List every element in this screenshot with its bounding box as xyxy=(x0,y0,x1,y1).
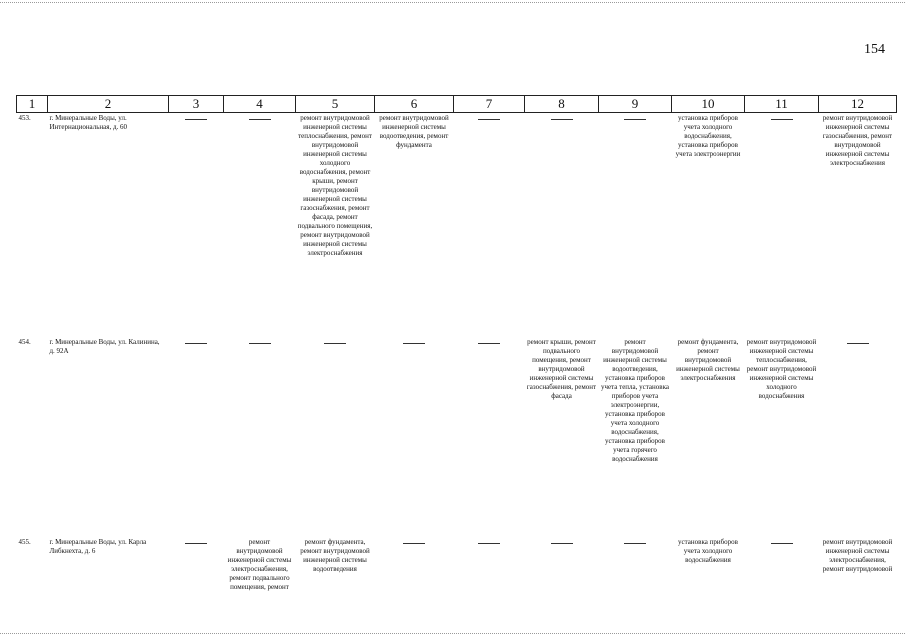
empty-dash xyxy=(771,543,793,544)
cell-col-8: ремонт крыши, ремонт подвального помещения, ремонт внутридомовой инженерной системы газоснабжения, ремонт фасада xyxy=(526,338,597,400)
cell-col-5 xyxy=(296,332,375,532)
header-col-1: 1 xyxy=(17,96,48,113)
cell-col-10: установка приборов учета холодного водоснабжения xyxy=(678,538,738,564)
cell-col-4: ремонт внутридомовой инженерной системы электроснабжения, ремонт подвального помещения, ремонт xyxy=(227,538,292,591)
cell-col-10: ремонт фундамента, ремонт внутридомовой инженерной системы электроснабжения xyxy=(676,338,740,382)
header-col-12: 12 xyxy=(819,96,897,113)
cell-col-3 xyxy=(169,332,224,532)
cell-col-3 xyxy=(169,113,224,333)
scan-artifact-bottom xyxy=(0,633,905,634)
row-address: г. Минеральные Воды, ул. Карла Либкнехта, д. 6 xyxy=(49,538,147,555)
cell-col-12: ремонт внутридомовой инженерной системы газоснабжения, ремонт внутридомовой инженерной системы электроснабжения xyxy=(822,114,893,167)
header-col-9: 9 xyxy=(599,96,672,113)
empty-dash xyxy=(249,119,271,120)
empty-dash xyxy=(847,343,869,344)
row-number: 455. xyxy=(18,538,31,546)
repair-schedule-table xyxy=(16,95,897,628)
empty-dash xyxy=(478,543,500,544)
row-number: 454. xyxy=(18,338,31,346)
header-col-11: 11 xyxy=(745,96,819,113)
page-number: 154 xyxy=(864,42,885,57)
cell-col-10: установка приборов учета холодного водоснабжения, установка приборов учета электроэнергии xyxy=(675,114,741,158)
cell-col-11 xyxy=(745,532,819,628)
empty-dash xyxy=(551,543,573,544)
empty-dash xyxy=(624,543,646,544)
empty-dash xyxy=(249,343,271,344)
cell-col-5: ремонт фундамента, ремонт внутридомовой инженерной системы водоотведения xyxy=(300,538,370,573)
header-col-2: 2 xyxy=(48,96,169,113)
empty-dash xyxy=(403,543,425,544)
cell-col-8 xyxy=(525,113,599,333)
column-number-header xyxy=(17,96,897,113)
cell-col-7 xyxy=(454,532,525,628)
row-number: 453. xyxy=(18,114,31,122)
cell-col-6 xyxy=(375,332,454,532)
cell-col-7 xyxy=(454,332,525,532)
cell-col-6: ремонт внутридомовой инженерной системы водоотведения, ремонт фундамента xyxy=(379,114,449,149)
header-col-3: 3 xyxy=(169,96,224,113)
header-col-8: 8 xyxy=(525,96,599,113)
header-col-5: 5 xyxy=(296,96,375,113)
cell-col-9: ремонт внутридомовой инженерной системы водоотведения, установка приборов учета тепла, установка приборов учета электроэнергии, установка приборов учета холодного водоснабжения, установка приборов учета горячего водоснабжения xyxy=(601,338,669,463)
cell-col-3 xyxy=(169,532,224,628)
empty-dash xyxy=(324,343,346,344)
cell-col-4 xyxy=(224,332,296,532)
header-col-4: 4 xyxy=(224,96,296,113)
cell-col-7 xyxy=(454,113,525,333)
cell-col-11 xyxy=(745,113,819,333)
header-col-6: 6 xyxy=(375,96,454,113)
table-row xyxy=(17,532,897,628)
empty-dash xyxy=(624,119,646,120)
empty-dash xyxy=(478,343,500,344)
empty-dash xyxy=(185,119,207,120)
cell-col-9 xyxy=(599,113,672,333)
header-col-7: 7 xyxy=(454,96,525,113)
empty-dash xyxy=(403,343,425,344)
cell-col-12 xyxy=(819,332,897,532)
cell-col-4 xyxy=(224,113,296,333)
row-address: г. Минеральные Воды, ул. Калинина, д. 92А xyxy=(49,338,160,355)
table-row xyxy=(17,332,897,532)
cell-col-6 xyxy=(375,532,454,628)
table-row xyxy=(17,113,897,333)
header-col-10: 10 xyxy=(672,96,745,113)
cell-col-5: ремонт внутридомовой инженерной системы теплоснабжения, ремонт внутридомовой инженерной системы холодного водоснабжения, ремонт крыши, ремонт внутридомовой инженерной системы газоснабжения, ремонт фасада, ремонт подвального помещения, ремонт внутридомовой инженерной системы электроснабжения xyxy=(297,114,373,257)
cell-col-12: ремонт внутридомовой инженерной системы электроснабжения, ремонт внутридомовой xyxy=(822,538,893,573)
cell-col-11: ремонт внутридомовой инженерной системы теплоснабжения, ремонт внутридомовой инженерной системы холодного водоснабжения xyxy=(746,338,817,400)
empty-dash xyxy=(771,119,793,120)
cell-col-9 xyxy=(599,532,672,628)
empty-dash xyxy=(478,119,500,120)
cell-col-8 xyxy=(525,532,599,628)
empty-dash xyxy=(185,543,207,544)
empty-dash xyxy=(551,119,573,120)
scan-artifact-top xyxy=(0,2,905,3)
row-address: г. Минеральные Воды, ул. Интернациональная, д. 60 xyxy=(49,114,128,131)
empty-dash xyxy=(185,343,207,344)
